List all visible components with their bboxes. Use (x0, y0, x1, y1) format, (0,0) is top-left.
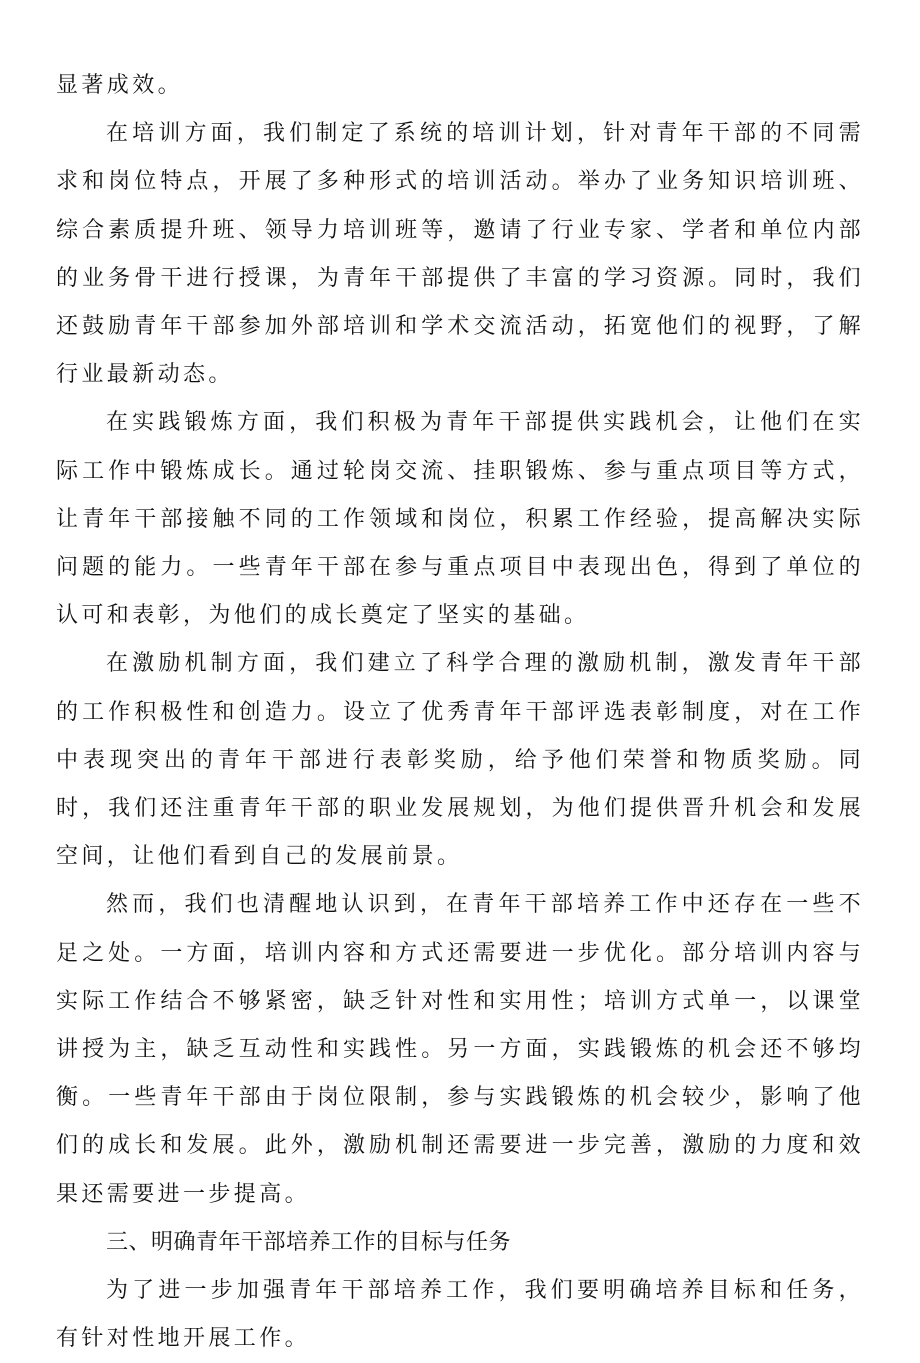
paragraph-continuation: 显著成效。 (56, 73, 184, 98)
paragraph-training: 在培训方面，我们制定了系统的培训计划，针对青年干部的不同需求和岗位特点，开展了多种形式的培训活动。举办了业务知识培训班、综合素质提升班、领导力培训班等，邀请了行业专家、学者和单位内部的业务骨干进行授课，为青年干部提供了丰富的学习资源。同时，我们还鼓励青年干部参加外部培训和学术交流活动，拓宽他们的视野，了解行业最新动态。 (56, 121, 864, 388)
section-heading: 三、明确青年干部培养工作的目标与任务 (106, 1229, 512, 1255)
paragraph-shortcomings: 然而，我们也清醒地认识到，在青年干部培养工作中还存在一些不足之处。一方面，培训内容和方式还需要进一步优化。部分培训内容与实际工作结合不够紧密，缺乏针对性和实用性；培训方式单一，以课堂讲授为主，缺乏互动性和实践性。另一方面，实践锻炼的机会还不够均衡。一些青年干部由于岗位限制，参与实践锻炼的机会较少，影响了他们的成长和发展。此外，激励机制还需要进一步完善，激励的力度和效果还需要进一步提高。 (56, 892, 864, 1207)
paragraph-practice: 在实践锻炼方面，我们积极为青年干部提供实践机会，让他们在实际工作中锻炼成长。通过轮岗交流、挂职锻炼、参与重点项目等方式，让青年干部接触不同的工作领域和岗位，积累工作经验，提高解决实际问题的能力。一些青年干部在参与重点项目中表现出色，得到了单位的认可和表彰，为他们的成长奠定了坚实的基础。 (56, 410, 864, 629)
paragraph-incentive: 在激励机制方面，我们建立了科学合理的激励机制，激发青年干部的工作积极性和创造力。设立了优秀青年干部评选表彰制度，对在工作中表现突出的青年干部进行表彰奖励，给予他们荣誉和物质奖励。同时，我们还注重青年干部的职业发展规划，为他们提供晋升机会和发展空间，让他们看到自己的发展前景。 (56, 651, 864, 870)
paragraph-closing: 为了进一步加强青年干部培养工作，我们要明确培养目标和任务，有针对性地开展工作。 (56, 1278, 864, 1352)
document-body (56, 62, 864, 1363)
